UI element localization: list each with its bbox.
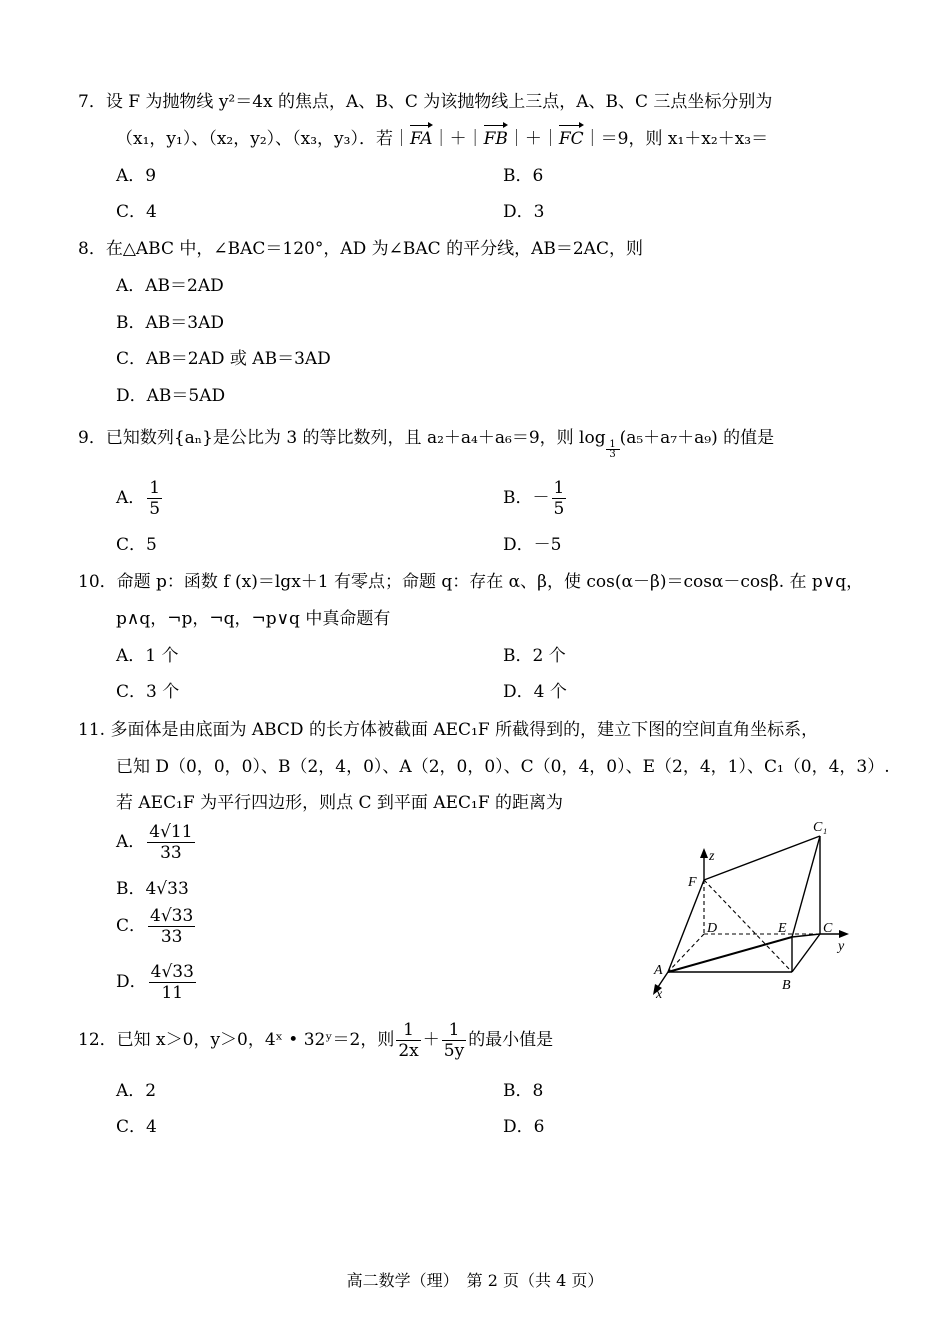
label-b: B bbox=[782, 978, 791, 993]
q9-option-d: D．－5 bbox=[503, 535, 562, 555]
label-a: A bbox=[654, 963, 663, 978]
vector-fc: FC bbox=[558, 129, 584, 149]
q11-option-d: D． $\frac{4√33}{11}$ bbox=[116, 962, 194, 1003]
label-e: E bbox=[778, 921, 787, 936]
label-x: x bbox=[656, 987, 663, 1000]
q8-option-c: C．AB＝2AD 或 AB＝3AD bbox=[116, 349, 331, 369]
label-y: y bbox=[838, 939, 845, 954]
label-c: C bbox=[823, 921, 833, 936]
q9-stem: 9．已知数列{aₙ}是公比为 3 的等比数列，且 a₂＋a₄＋a₆＝9，则 log $\frac{1}{3}$ (a₅＋a₇＋a₉) 的值是 bbox=[78, 428, 775, 460]
q12-option-a: A．2 bbox=[116, 1081, 157, 1101]
q8-option-b: B．AB＝3AD bbox=[116, 313, 224, 333]
label-d: D bbox=[707, 921, 718, 936]
q10-option-d: D．4 个 bbox=[503, 682, 567, 702]
q12-option-c: C．4 bbox=[116, 1117, 157, 1137]
label-f: F bbox=[688, 875, 697, 890]
q11-stem-line3: 若 AEC₁F 为平行四边形，则点 C 到平面 AEC₁F 的距离为 bbox=[116, 793, 564, 813]
q11-option-a: A． $\frac{4√11}{33}$ bbox=[116, 822, 193, 863]
q10-stem-line2: p∧q，¬p，¬q，¬p∨q 中真命题有 bbox=[116, 609, 391, 629]
q12-option-d: D．6 bbox=[503, 1117, 545, 1137]
q9-option-a: A． $\frac{1}{5}$ bbox=[116, 478, 161, 519]
q9-option-b: B．－ $\frac{1}{5}$ bbox=[503, 478, 565, 519]
q12-stem: 12．已知 x＞0，y＞0，4ˣ • 32ʸ＝2，则 $\frac{1}{2x}$ ＋ $\frac{1}{5y}$ 的最小值是 bbox=[78, 1020, 554, 1061]
polyhedron-figure bbox=[640, 810, 860, 1000]
log-base-fraction: $\frac{1}{3}$ bbox=[606, 440, 620, 460]
q8-stem: 8．在△ABC 中，∠BAC＝120°，AD 为∠BAC 的平分线，AB＝2AC，则 bbox=[78, 239, 643, 259]
q10-option-b: B．2 个 bbox=[503, 646, 566, 666]
q7-option-b: B．6 bbox=[503, 166, 544, 186]
vector-fa: FA bbox=[409, 129, 433, 149]
q10-option-a: A．1 个 bbox=[116, 646, 179, 666]
q7-option-c: C．4 bbox=[116, 202, 157, 222]
q12-option-b: B．8 bbox=[503, 1081, 544, 1101]
q11-option-b: B．4√33 bbox=[116, 879, 189, 899]
vector-fb: FB bbox=[483, 129, 508, 149]
q7-option-a: A．9 bbox=[116, 166, 157, 186]
q7-stem-line1: 7．设 F 为抛物线 y²＝4x 的焦点，A、B、C 为该抛物线上三点，A、B、C 三点坐标分别为 bbox=[78, 92, 773, 112]
q10-option-c: C．3 个 bbox=[116, 682, 180, 702]
q7-stem-line2: （x₁，y₁）、（x₂，y₂）、（x₃，y₃）．若｜FA｜＋｜FB｜＋｜FC｜＝9，则 x₁＋x₂＋x₃＝ bbox=[116, 129, 769, 149]
q11-option-c: C． $\frac{4√33}{33}$ bbox=[116, 906, 194, 947]
label-c1: C₁ bbox=[813, 820, 828, 835]
q10-stem-line1: 10．命题 p：函数 f (x)＝lgx＋1 有零点；命题 q：存在 α、β，使 cos(α－β)＝cosα－cosβ. 在 p∨q， bbox=[78, 572, 864, 592]
q8-option-a: A．AB＝2AD bbox=[116, 276, 224, 296]
q9-option-c: C．5 bbox=[116, 535, 157, 555]
q11-stem-line2: 已知 D（0，0，0）、B（2，4，0）、A（2，0，0）、C（0，4，0）、E（2，4，1）、C₁（0，4，3）. bbox=[116, 757, 890, 777]
q11-stem-line1: 11. 多面体是由底面为 ABCD 的长方体被截面 AEC₁F 所截得到的，建立下图的空间直角坐标系， bbox=[78, 720, 819, 740]
label-z: z bbox=[709, 849, 715, 864]
q8-option-d: D．AB＝5AD bbox=[116, 386, 226, 406]
page-footer: 高二数学（理） 第 2 页（共 4 页） bbox=[346, 1271, 604, 1290]
q7-option-d: D．3 bbox=[503, 202, 545, 222]
